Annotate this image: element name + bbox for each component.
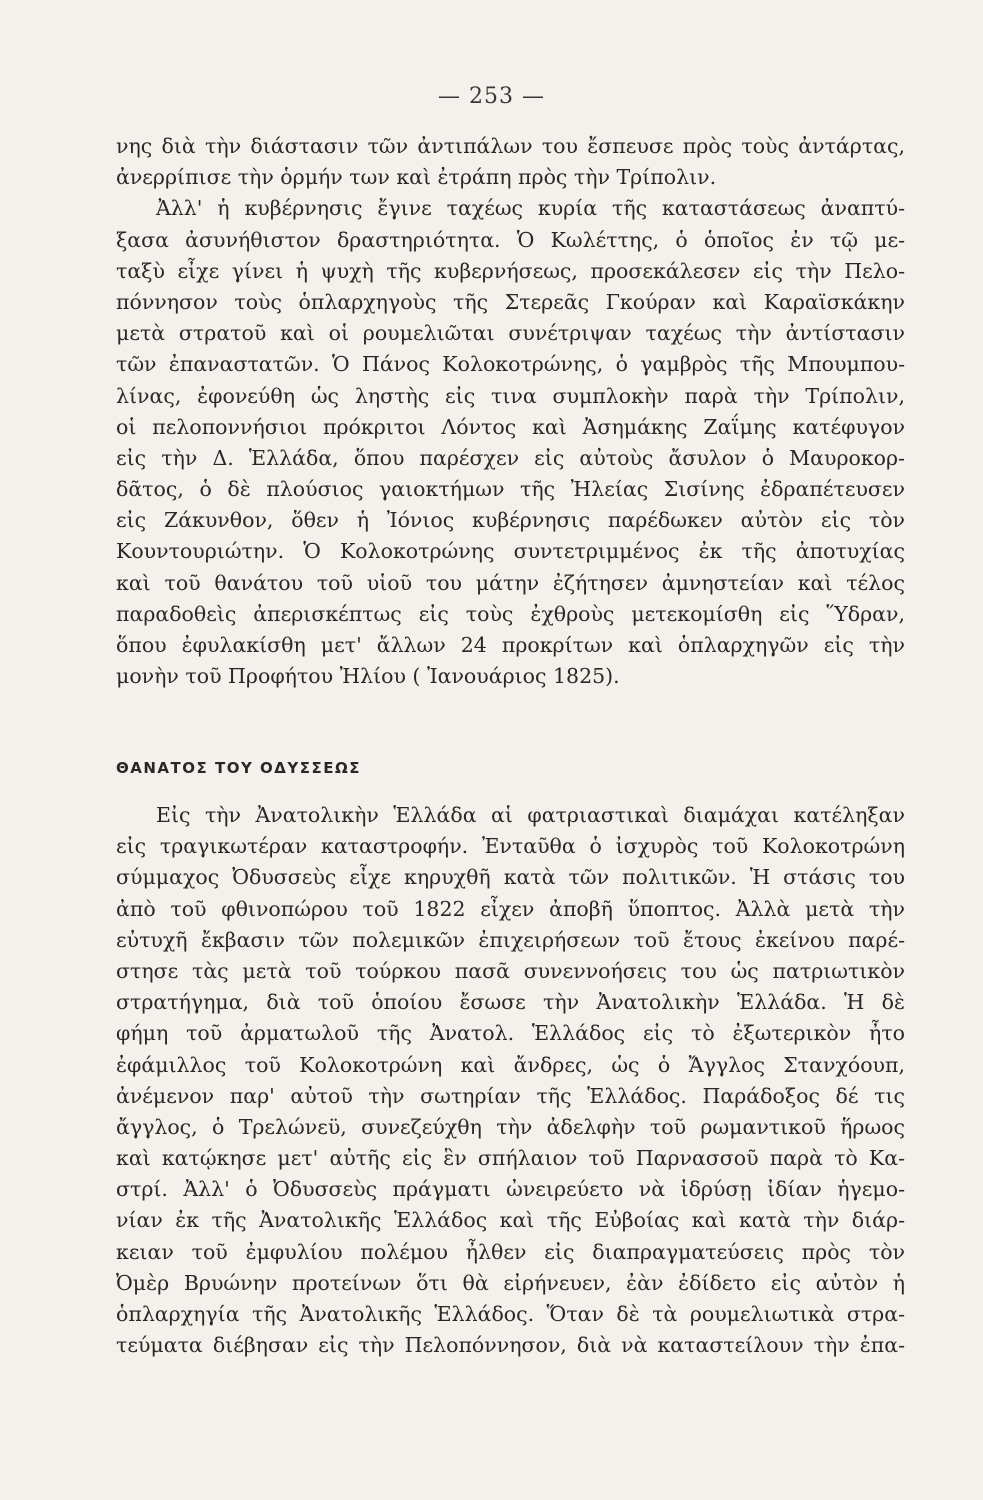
text-line: ἐφάμιλλος τοῦ Κολοκοτρώνη καὶ ἄνδρες, ὡς ὁ Ἄγγλος Στανχόουπ, (116, 1052, 905, 1077)
text-line: στρατήγημα, διὰ τοῦ ὁποίου ἔσωσε τὴν Ἀνατολικὴν Ἑλλάδα. Ἡ δὲ (116, 990, 905, 1015)
text-line: ἀνερρίπισε τὴν ὁρμήν των καὶ ἐτράπη πρὸς τὴν Τρίπολιν. (116, 165, 717, 190)
text-line: εἰς Ζάκυνθον, ὅθεν ἡ Ἰόνιος κυβέρνησις παρέδωκεν αὐτὸν εἰς τὸν (116, 508, 905, 533)
text-line: καὶ κατῴκησε μετ' αὐτῆς εἰς ἓν σπήλαιον τοῦ Παρνασσοῦ παρὰ τὸ Κα- (116, 1146, 905, 1171)
text-line: οἱ πελοποννήσιοι πρόκριτοι Λόντος καὶ Ἀσημάκης Ζαΐμης κατέφυγον (116, 414, 905, 439)
text-line: λίνας, ἐφονεύθη ὡς ληστὴς εἰς τινα συμπλοκὴν παρὰ τὴν Τρίπολιν, (116, 383, 905, 408)
text-line: πόννησον τοὺς ὁπλαρχηγοὺς τῆς Στερεᾶς Γκούραν καὶ Καραϊσκάκην (116, 289, 905, 314)
text-line: Ἀλλ' ἡ κυβέρνησις ἔγινε ταχέως κυρία τῆς καταστάσεως ἀναπτύ- (156, 196, 905, 221)
text-line: κειαν τοῦ ἐμφυλίου πολέμου ἦλθεν εἰς διαπραγματεύσεις πρὸς τὸν (116, 1239, 905, 1264)
text-line: εἰς τραγικωτέραν καταστροφήν. Ἐνταῦθα ὁ ἰσχυρὸς τοῦ Κολοκοτρώνη (116, 834, 905, 859)
text-line: ὅπου ἐφυλακίσθη μετ' ἄλλων 24 προκρίτων καὶ ὁπλαρχηγῶν εἰς τὴν (116, 633, 905, 657)
text-line: παραδοθεὶς ἀπερισκέπτως εἰς τοὺς ἐχθροὺς μετεκομίσθη εἰς Ὕδραν, (116, 601, 905, 626)
text-line: τεύματα διέβησαν εἰς τὴν Πελοπόννησον, διὰ νὰ καταστείλουν τὴν ἐπα- (116, 1333, 905, 1358)
text-line: Κουντουριώτην. Ὁ Κολοκοτρώνης συντετριμμένος ἐκ τῆς ἀποτυχίας (116, 539, 905, 564)
text-line: ταξὺ εἶχε γίνει ἡ ψυχὴ τῆς κυβερνήσεως, προσεκάλεσεν εἰς τὴν Πελο- (116, 258, 905, 283)
text-line: στρί. Ἀλλ' ὁ Ὀδυσσεὺς πράγματι ὠνειρεύετο νὰ ἱδρύσῃ ἰδίαν ἡγεμο- (116, 1177, 905, 1202)
paragraph-2 (116, 800, 905, 1361)
text-line: ὁπλαρχηγία τῆς Ἀνατολικῆς Ἑλλάδος. Ὅταν δὲ τὰ ρουμελιωτικὰ στρα- (116, 1302, 905, 1326)
page-number: — 253 — (438, 84, 545, 109)
text-line: μετὰ στρατοῦ καὶ οἱ ρουμελιῶται συνέτριψαν ταχέως τὴν ἀντίστασιν (116, 321, 905, 346)
section-heading: ΘΑΝΑΤΟΣ ΤΟΥ ΟΔΥΣΣΕΩΣ (116, 759, 362, 777)
text-line: εὐτυχῆ ἔκβασιν τῶν πολεμικῶν ἐπιχειρήσεων τοῦ ἔτους ἐκείνου παρέ- (116, 927, 905, 952)
text-line: δᾶτος, ὁ δὲ πλούσιος γαιοκτήμων τῆς Ἠλείας Σισίνης ἐδραπέτευσεν (116, 477, 905, 502)
text-line: σύμμαχος Ὀδυσσεὺς εἶχε κηρυχθῆ κατὰ τῶν πολιτικῶν. Ἡ στάσις του (116, 865, 905, 890)
text-line: εἰς τὴν Δ. Ἑλλάδα, ὅπου παρέσχεν εἰς αὐτοὺς ἄσυλον ὁ Μαυροκορ- (116, 445, 905, 470)
text-line: μονὴν τοῦ Προφήτου Ἠλίου ( Ἰανουάριος 1825). (116, 664, 620, 689)
text-line: Εἰς τὴν Ἀνατολικὴν Ἑλλάδα αἱ φατριαστικαὶ διαμάχαι κατέληξαν (156, 803, 905, 827)
text-line: ἄγγλος, ὁ Τρελώνεϋ, συνεζεύχθη τὴν ἀδελφὴν τοῦ ρωμαντικοῦ ἥρωος (116, 1114, 905, 1139)
text-line: ξασα ἀσυνήθιστον δραστηριότητα. Ὁ Κωλέττης, ὁ ὁποῖος ἐν τῷ με- (116, 227, 905, 252)
text-line: τῶν ἐπαναστατῶν. Ὁ Πάνος Κολοκοτρώνης, ὁ γαμβρὸς τῆς Μπουμπου- (116, 352, 905, 377)
text-line: καὶ τοῦ θανάτου τοῦ υἱοῦ του μάτην ἐζήτησεν ἀμνηστείαν καὶ τέλος (116, 570, 905, 595)
text-line: νης διὰ τὴν διάστασιν τῶν ἀντιπάλων του ἔσπευσε πρὸς τοὺς ἀντάρτας, (116, 134, 905, 158)
text-line: ἀπὸ τοῦ φθινοπώρου τοῦ 1822 εἶχεν ἀποβῆ ὕποπτος. Ἀλλὰ μετὰ τὴν (116, 896, 905, 921)
text-line: νίαν ἐκ τῆς Ἀνατολικῆς Ἑλλάδος καὶ τῆς Εὐβοίας καὶ κατὰ τὴν διάρ- (116, 1208, 905, 1233)
paragraph-1 (116, 131, 905, 692)
text-line: φήμη τοῦ ἀρματωλοῦ τῆς Ἀνατολ. Ἑλλάδος εἰς τὸ ἐξωτερικὸν ἦτο (116, 1021, 905, 1046)
text-line: ἀνέμενον παρ' αὐτοῦ τὴν σωτηρίαν τῆς Ἑλλάδος. Παράδοξος δέ τις (116, 1083, 905, 1108)
text-line: στησε τὰς μετὰ τοῦ τούρκου πασᾶ συνεννοήσεις του ὡς πατριωτικὸν (116, 958, 905, 983)
text-line: Ὀμὲρ Βρυώνην προτείνων ὅτι θὰ εἰρήνευεν, ἐὰν ἐδίδετο εἰς αὐτὸν ἡ (116, 1270, 905, 1295)
